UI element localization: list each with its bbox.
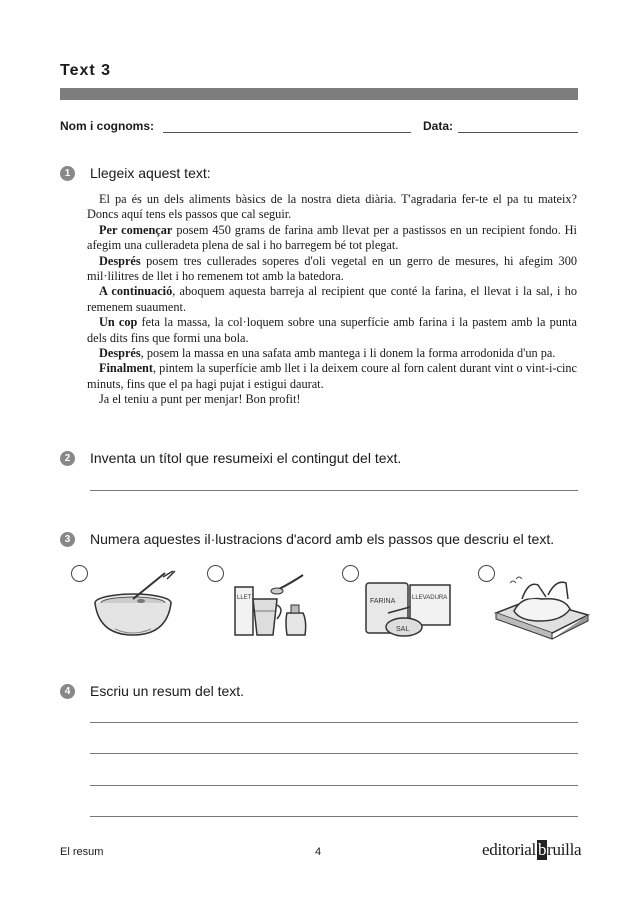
paragraph: Finalment, pintem la superfície amb llet i la deixem coure al forn calent durant vint o vint-i-cinc minuts, fins que el pa hagi pujat i estigui daurat. — [87, 361, 577, 391]
svg-text:LLET: LLET — [237, 595, 252, 601]
question-number: 3 — [60, 532, 75, 547]
name-date-row — [60, 119, 578, 137]
answer-line[interactable] — [90, 816, 578, 817]
jug-milk-icon — [221, 569, 325, 641]
date-label: Data: — [423, 119, 454, 133]
header-bar — [60, 88, 578, 100]
answer-line[interactable] — [90, 753, 578, 754]
svg-text:FARINA: FARINA — [370, 598, 396, 605]
flour-salt-icon — [356, 569, 460, 641]
paragraph: Un cop feta la massa, la col·loquem sobre una superfície amb farina i la pastem amb la punta dels dits fins que formi una bola. — [87, 315, 577, 345]
illustration-jug-oil — [207, 565, 325, 637]
paragraph: Per començar posem 450 grams de farina amb llevat per a pastissos en un recipient fondo. Hi afegim una culleradeta plena de sal i ho barregem bé tot plegat. — [87, 222, 577, 253]
name-field[interactable] — [163, 132, 411, 133]
question-number: 1 — [60, 166, 75, 181]
question-number: 4 — [60, 684, 75, 699]
paragraph: El pa és un dels aliments bàsics de la nostra dieta diària. T'agradaria fer-te el pa tu mateix? Doncs aquí tens els passos que cal seguir. — [87, 192, 577, 222]
paragraph: Després, posem la massa en una safata amb mantega i li donem la forma arrodonida d'un pa. — [99, 346, 556, 361]
question-prompt: Escriu un resum del text. — [90, 683, 245, 699]
paragraph: A continuació, aboquem aquesta barreja al recipient que conté la farina, el llevat i la sal, i ho remenem suaument. — [87, 284, 577, 314]
question-prompt: Llegeix aquest text: — [90, 165, 211, 181]
illustration-ingredients — [342, 565, 460, 637]
date-field[interactable] — [458, 132, 578, 133]
publisher-logo: editorial bruilla — [482, 840, 582, 859]
page-number: 4 — [315, 846, 322, 858]
question-prompt: Numera aquestes il·lustracions d'acord amb els passos que descriu el text. — [90, 531, 555, 547]
worksheet-title: Text 3 — [60, 62, 112, 79]
svg-text:SAL: SAL — [396, 626, 410, 633]
question-prompt: Inventa un títol que resumeixi el contingut del text. — [90, 450, 402, 466]
question-number: 2 — [60, 451, 75, 466]
paragraph: Després posem tres cullerades soperes d'oli vegetal en un gerro de mesures, hi afegim 300 mil·lilitres de llet i ho remenem tot amb la batedora. — [87, 253, 577, 284]
name-label: Nom i cognoms: — [60, 119, 155, 133]
reading-text — [87, 192, 577, 408]
footer-section: El resum — [60, 846, 104, 858]
kneading-hands-icon — [492, 569, 596, 641]
svg-text:LLEVADURA: LLEVADURA — [412, 595, 448, 601]
bowl-whisk-icon — [85, 569, 189, 641]
answer-line[interactable] — [90, 490, 578, 491]
illustration-bowl-whisk — [71, 565, 189, 637]
illustration-kneading — [478, 565, 596, 637]
paragraph: Ja el teniu a punt per menjar! Bon profit! — [99, 392, 301, 407]
answer-line[interactable] — [90, 785, 578, 786]
answer-line[interactable] — [90, 722, 578, 723]
